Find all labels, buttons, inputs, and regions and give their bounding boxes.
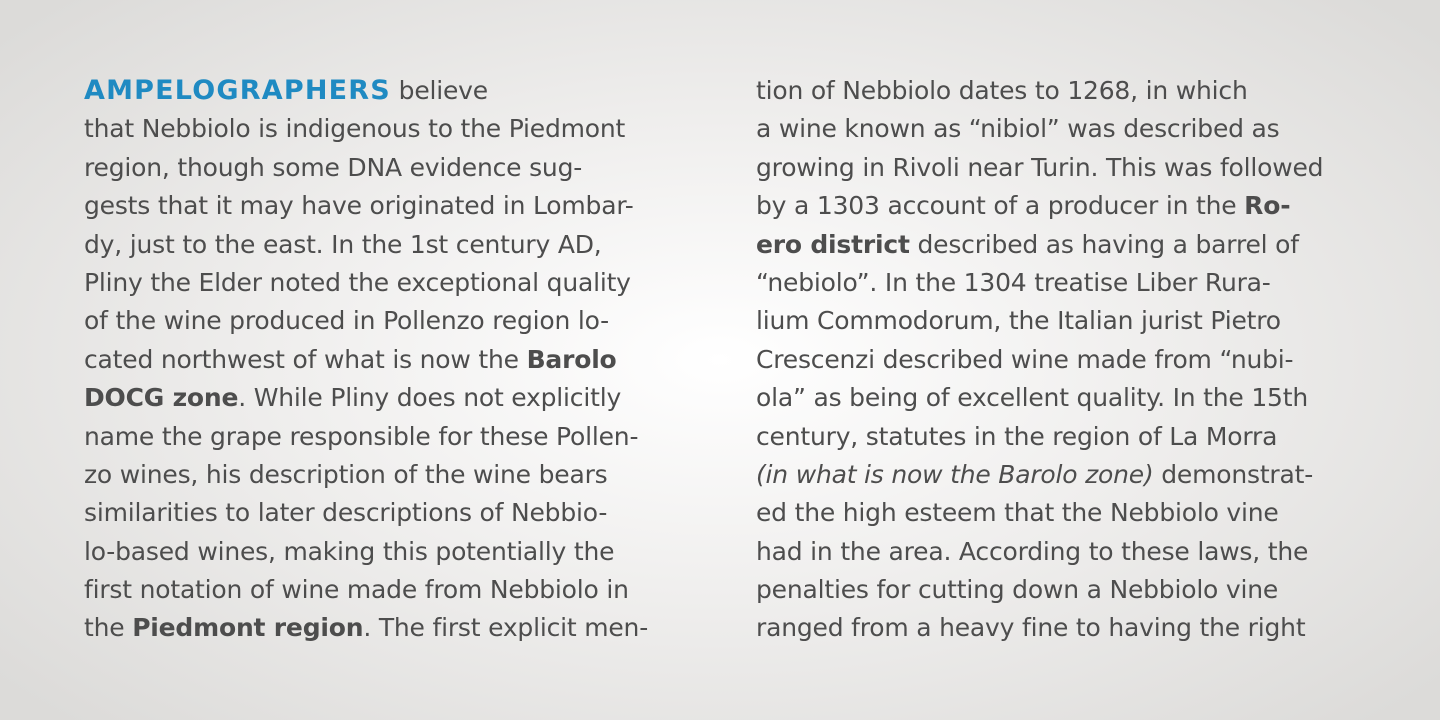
- text-line: [84, 264, 724, 302]
- text-line: [756, 110, 1396, 148]
- text-line: [84, 72, 724, 110]
- text-run: ranged from a heavy fine to having the right: [756, 613, 1306, 643]
- text-line: [756, 609, 1396, 647]
- bold-term: DOCG zone: [84, 383, 239, 413]
- text-run: “nebiolo”. In the 1304 treatise Liber Rura-: [756, 267, 1271, 297]
- text-run: by a 1303 account of a producer in the: [756, 191, 1245, 221]
- text-line: [756, 379, 1396, 417]
- text-run: . While Pliny does not explicitly: [238, 383, 622, 413]
- text-run: lo-based wines, making this potentially the: [84, 536, 615, 566]
- text-run: gests that it may have originated in Lombar-: [84, 191, 634, 221]
- left-text-column: [84, 72, 724, 648]
- text-line: [756, 341, 1396, 379]
- text-run: that Nebbiolo is indigenous to the Piedmont: [84, 114, 626, 144]
- text-run: a wine known as “nibiol” was described as: [756, 114, 1280, 144]
- text-line: [756, 149, 1396, 187]
- bold-term: Piedmont region: [132, 613, 364, 643]
- text-line: [84, 379, 724, 417]
- text-line: [84, 341, 724, 379]
- italic-phrase: (in what is now the Barolo zone): [756, 459, 1154, 489]
- text-line: [84, 149, 724, 187]
- text-run: name the grape responsible for these Pollen-: [84, 421, 639, 451]
- text-line: [756, 187, 1396, 225]
- text-line: [756, 72, 1396, 110]
- text-run: tion of Nebbiolo dates to 1268, in which: [756, 76, 1248, 105]
- lead-heading: AMPELOGRAPHERS: [84, 75, 391, 106]
- text-run: zo wines, his description of the wine bears: [84, 459, 608, 489]
- text-run: . The first explicit men-: [363, 613, 649, 643]
- text-run: cated northwest of what is now the: [84, 344, 527, 374]
- bold-term: Ro-: [1244, 191, 1291, 221]
- text-line: [756, 533, 1396, 571]
- text-run: dy, just to the east. In the 1st century AD,: [84, 229, 602, 259]
- bold-term: Barolo: [526, 344, 617, 374]
- text-line: [756, 264, 1396, 302]
- bold-term: ero district: [756, 229, 910, 259]
- text-line: [84, 571, 724, 609]
- text-run: first notation of wine made from Nebbiolo in: [84, 575, 629, 605]
- text-run: the: [84, 613, 133, 643]
- text-line: [84, 494, 724, 532]
- text-run: ola” as being of excellent quality. In the 15th: [756, 383, 1308, 413]
- text-run: century, statutes in the region of La Morra: [756, 421, 1278, 451]
- text-line: [84, 609, 724, 647]
- text-line: [756, 226, 1396, 264]
- text-line: [756, 418, 1396, 456]
- text-run: ed the high esteem that the Nebbiolo vine: [756, 498, 1279, 528]
- text-line: [84, 226, 724, 264]
- text-run: Crescenzi described wine made from “nubi-: [756, 344, 1294, 374]
- text-run: penalties for cutting down a Nebbiolo vine: [756, 575, 1279, 605]
- text-line: [84, 187, 724, 225]
- text-line: [756, 571, 1396, 609]
- text-line: [84, 302, 724, 340]
- text-run: had in the area. According to these laws, the: [756, 536, 1309, 566]
- text-run: believe: [398, 76, 488, 105]
- text-line: [84, 533, 724, 571]
- text-line: [756, 494, 1396, 532]
- text-line: [84, 456, 724, 494]
- text-run: of the wine produced in Pollenzo region lo-: [84, 306, 609, 336]
- text-line: [84, 110, 724, 148]
- text-run: growing in Rivoli near Turin. This was followed: [756, 152, 1324, 182]
- text-run: region, though some DNA evidence sug-: [84, 152, 583, 182]
- text-line: [84, 418, 724, 456]
- text-run: Pliny the Elder noted the exceptional quality: [84, 267, 631, 297]
- text-run: lium Commodorum, the Italian jurist Pietro: [756, 306, 1281, 336]
- right-text-column: [756, 72, 1396, 648]
- text-run: demonstrat-: [1153, 459, 1314, 489]
- text-run: described as having a barrel of: [909, 229, 1299, 259]
- text-line: [756, 302, 1396, 340]
- text-run: similarities to later descriptions of Nebbio-: [84, 498, 608, 528]
- text-line: [756, 456, 1396, 494]
